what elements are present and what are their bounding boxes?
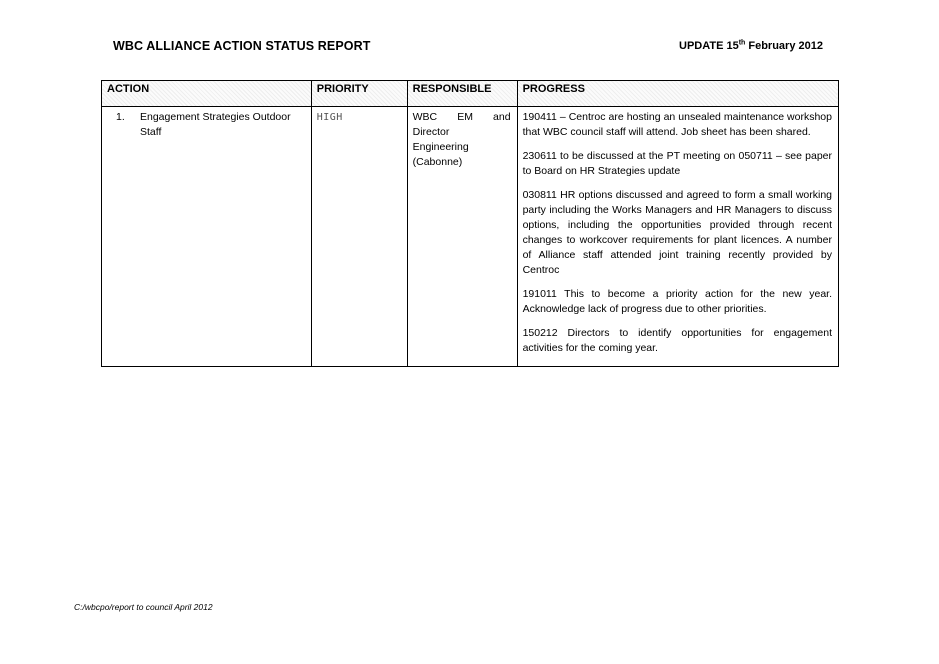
progress-cell [517,107,838,367]
update-superscript: th [738,39,746,47]
header-action: ACTION [102,81,312,107]
header-responsible: RESPONSIBLE [407,81,517,107]
priority-value: HIGH [316,112,343,123]
footer-file-path: C:/wbcpo/report to council April 2012 [74,602,213,612]
update-prefix: UPDATE 15 [679,40,739,52]
table-row [102,107,839,367]
progress-entry: 230611 to be discussed at the PT meeting on 050711 – see paper to Board on HR Strategies update [522,150,832,177]
responsible-line-2: Director [412,126,450,138]
responsible-line-4: (Cabonne) [412,156,463,168]
header-priority: PRIORITY [311,81,407,107]
progress-entry: 150212 Directors to identify opportunities for engagement activities for the coming year. [522,327,832,354]
update-date [679,40,823,52]
progress-entry: 191011 This to become a priority action for the new year. Acknowledge lack of progress due to other priorities. [522,288,832,315]
progress-entry: 190411 – Centroc are hosting an unsealed maintenance workshop that WBC council staff will attend. Job sheet has been shared. [522,111,832,138]
priority-cell [311,107,407,367]
header-progress: PROGRESS [517,81,838,107]
responsible-cell [407,107,517,367]
report-title: WBC ALLIANCE ACTION STATUS REPORT [113,39,371,53]
action-text: Engagement Strategies Outdoor Staff [140,111,291,138]
update-suffix: February 2012 [745,40,823,52]
action-number: 1. [116,111,125,123]
action-item [107,110,305,140]
action-cell [102,107,312,367]
responsible-line-3: Engineering [412,141,469,153]
responsible-word-3: and [493,111,511,123]
responsible-line-1 [413,110,511,125]
responsible-word-2: EM [457,111,473,123]
progress-entry: 030811 HR options discussed and agreed to form a small working party including the Works Managers and HR Managers to discuss options, including the opportunities provided through recent changes to workcover requirements for plant licences. A number of Alliance staff attended joint training recently provided by Centroc [522,189,832,276]
table-header-row [102,81,839,107]
responsible-word-1: WBC [412,111,438,123]
action-status-table [101,80,839,367]
